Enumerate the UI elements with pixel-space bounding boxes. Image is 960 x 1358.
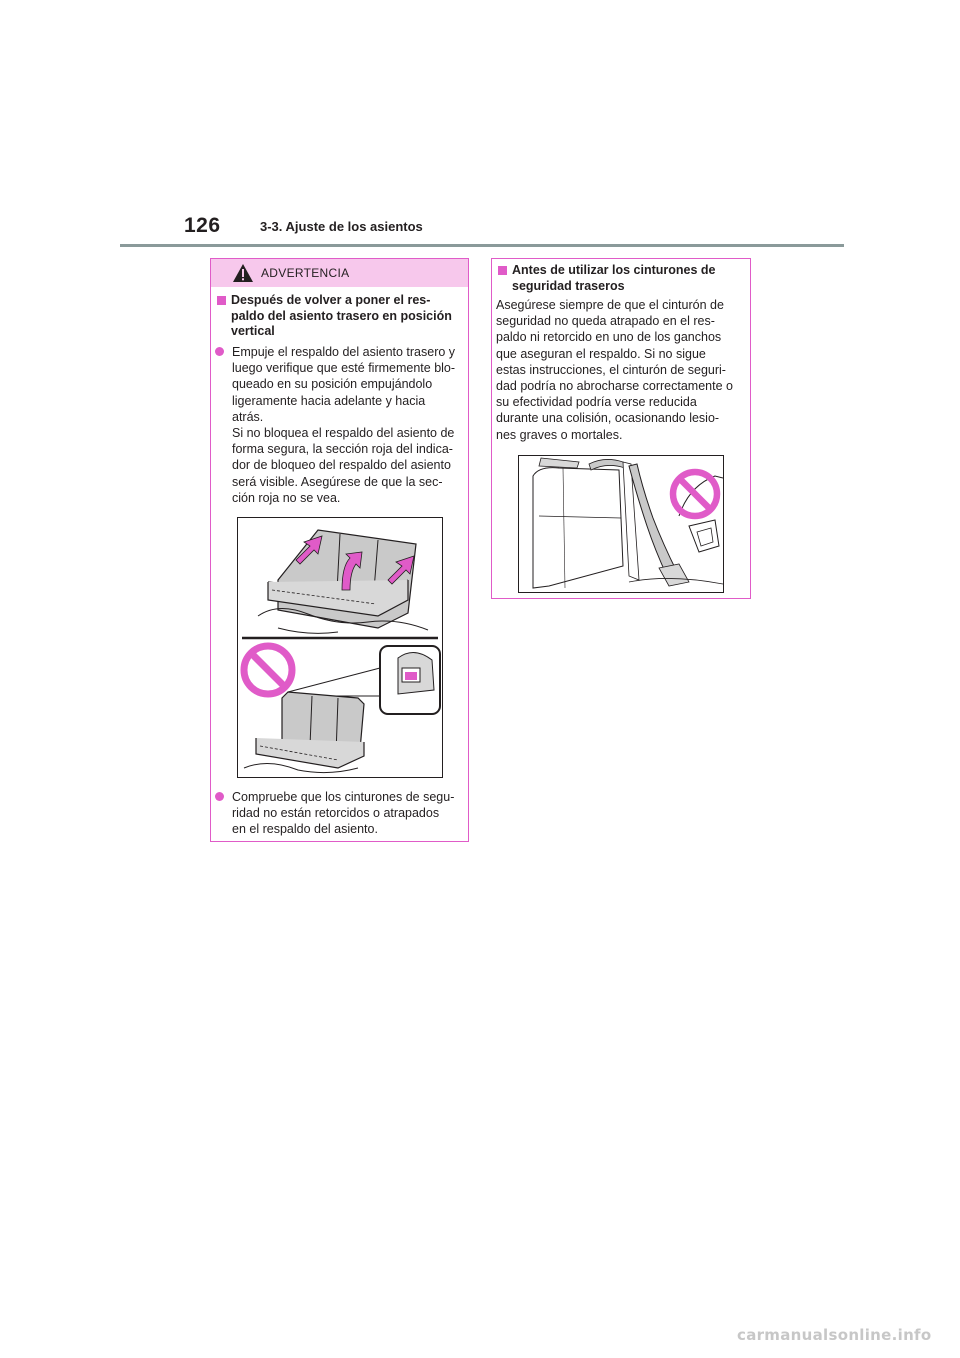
seatbelt-paragraph: Asegúrese siempre de que el cinturón de seguridad no queda atrapado en el res- paldo ni retorcido en uno de los ganchos que aseguran el respaldo. Si no sigue estas instrucciones, el cinturón de seguri- dad podría no abrocharse correctamente o su efectividad podría verse reducida durante una colisión, ocasionando lesio- nes graves o mortales.	[496, 298, 733, 442]
warning-triangle-icon	[232, 263, 254, 283]
seatback-lock-illustration	[237, 517, 443, 778]
page-number: 126	[184, 214, 221, 237]
warning-bullet-2: Compruebe que los cinturones de segu- ridad no están retorcidos o atrapados en el respaldo del asiento.	[215, 789, 467, 838]
seatbelt-heading: Antes de utilizar los cinturones de seguridad traseros	[498, 263, 746, 294]
circle-bullet-icon	[215, 792, 224, 801]
seatbelt-illustration	[518, 455, 724, 593]
square-bullet-icon	[498, 266, 507, 275]
warning-label: ADVERTENCIA	[261, 266, 350, 280]
warning-bullet-1: Empuje el respaldo del asiento trasero y luego verifique que esté firmemente blo- queado en su posición empujándolo ligeramente hacia adelante y hacia atrás. Si no bloquea el respaldo del asiento de forma segura, la sección roja del indica- dor de bloqueo del respaldo del asiento será visible. Asegúrese de que la sec- ción roja no se vea.	[215, 344, 467, 506]
warning-box	[210, 258, 469, 842]
header-rule	[120, 244, 844, 247]
section-title: 3-3. Ajuste de los asientos	[260, 219, 423, 234]
watermark: carmanualsonline.info	[737, 1326, 932, 1344]
warning-header	[211, 259, 468, 287]
square-bullet-icon	[217, 296, 226, 305]
warning-heading: Después de volver a poner el res- paldo del asiento trasero en posición vertical	[217, 293, 465, 340]
circle-bullet-icon	[215, 347, 224, 356]
seatbelt-box	[491, 258, 751, 599]
